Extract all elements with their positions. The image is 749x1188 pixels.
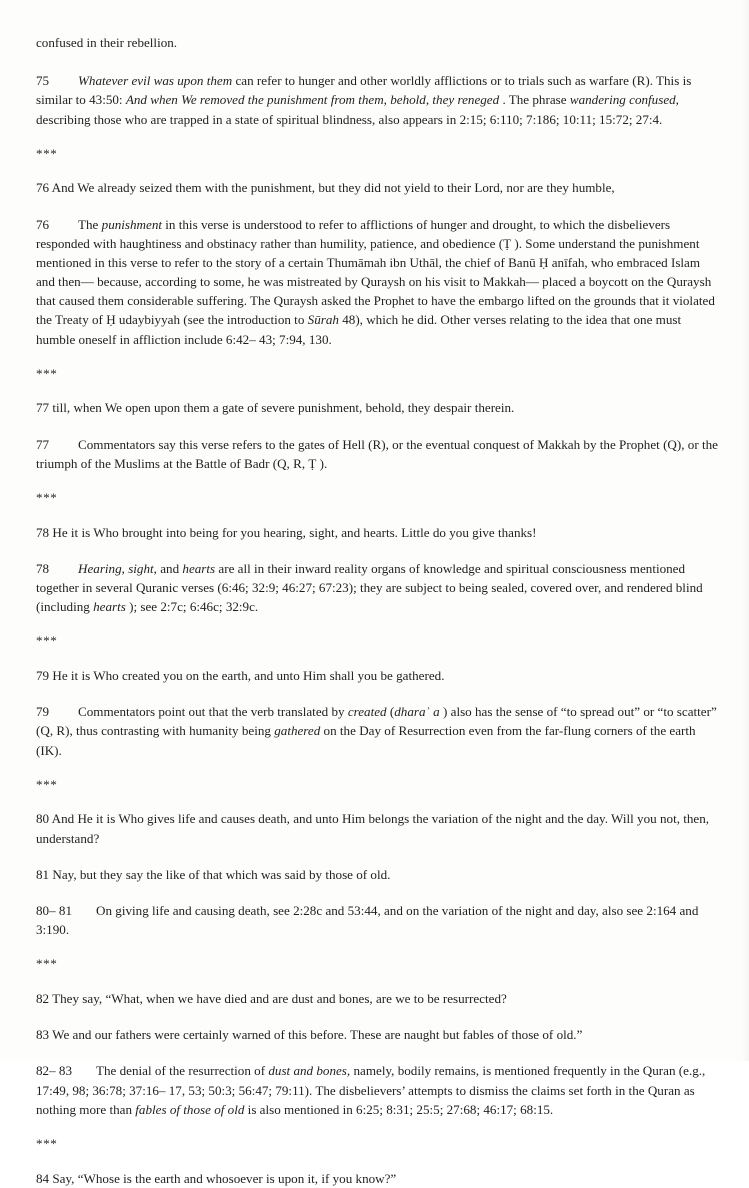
quoted-phrase: dharaʾ a [394,704,440,720]
commentary-text: The [78,216,102,232]
commentary-text: describing those who are trapped in a state of spiritual blindness, also appears in 2:15; 6:110; 7:186; 10:11; 15:72; 27:4. [36,111,663,127]
commentary-number: 76 [36,216,50,232]
commentary-body [36,903,698,937]
commentary-text: . The phrase [499,92,570,108]
verse-81: 81 Nay, but they say the like of that which was said by those of old. [36,866,391,882]
commentary-text: in this verse is understood to refer to afflictions of hunger and drought, to which the disbelievers responded with haughtiness and obstinacy rather than humility, patience, and obedience (Ṭ ). Some understand the punishment mentioned in this verse to refer to the story of a certain Thumāmah ibn Uthāl, the chief of Banū Ḥ anīfah, who embraced Islam and then— because, according to some, he was mistreated by Quraysh on his visit to Makkah— placed a boycott on the Quraysh that caused them considerable suffering. The Quraysh asked the Prophet to have the embargo lifted on the grounds that it violated the Treaty of Ḥ udaybiyyah (see the introduction to [36,216,715,328]
commentary-text: 48), which he did. Other verses relating to the idea that one must humble oneself in affliction include 6:42– 43; 7:94, 130. [36,312,682,347]
commentary-text: Commentators point out that the verb translated by [78,704,348,720]
quoted-phrase: wandering confused, [569,92,679,108]
section-separator: *** [36,365,58,381]
commentary-text: The denial of the resurrection of [96,1063,269,1079]
commentary-text: on the Day of Resurrection even from the far-flung corners of the earth (IK). [36,723,696,758]
verse-80: 80 And He it is Who gives life and causes death, and unto Him belongs the variation of the night and the day. Will you not, then, understand? [36,811,710,846]
verse-78: 78 He it is Who brought into being for you hearing, sight, and hearts. Little do you give thanks! [36,524,537,540]
commentary-body [36,561,703,614]
section-separator: *** [36,776,58,792]
quoted-phrase: fables of those of old [135,1101,245,1117]
commentary-78 [36,559,718,617]
commentary-body [36,704,717,757]
commentary-77 [36,435,718,473]
commentary-body [36,1063,705,1116]
quoted-phrase: created [347,704,387,720]
quoted-phrase: Hearing, sight, [78,560,157,576]
verse-82: 82 They say, “What, when we have died and are dust and bones, are we to be resurrected? [36,991,507,1007]
commentary-text: ) also has the sense of “to spread out” or “to scatter” (Q, R), thus contrasting with humanity being [36,704,717,739]
quoted-phrase: hearts [93,599,126,615]
verse-79: 79 He it is Who created you on the earth, and unto Him shall you be gathered. [36,668,445,684]
commentary-80-81 [36,901,718,939]
commentary-body [36,217,715,347]
commentary-number: 77 [36,436,50,452]
commentary-body [36,437,718,471]
commentary-text: ( [386,704,395,720]
section-separator: *** [36,489,58,505]
commentary-76 [36,215,718,349]
commentary-text: are all in their inward reality organs of knowledge and spiritual consciousness mentioned together in several Quranic verses (6:46; 32:9; 46:27; 67:23); they are subject to being sealed, covered over, and rendered blind (including [36,560,703,615]
commentary-number: 79 [36,704,50,720]
section-separator: *** [36,145,58,161]
quoted-phrase: hearts [182,560,216,576]
commentary-number: 80– 81 [36,902,73,918]
commentary-82-83 [36,1061,718,1119]
commentary-text: Commentators say this verse refers to the gates of Hell (R), or the eventual conquest of Makkah by the Prophet (Q), or the triumph of the Muslims at the Battle of Badr (Q, R, Ṭ ). [36,436,718,471]
commentary-text: ); see 2:7c; 6:46c; 32:9c. [125,599,259,615]
quoted-phrase: punishment [101,216,163,232]
quoted-phrase: dust and bones, [268,1063,351,1079]
commentary-text: namely, bodily remains, is mentioned frequently in the Quran (e.g., 17:49, 98; 36:78; 37:16– 17, 53; 50:3; 56:47; 79:11). The disbelievers’ attempts to dismiss the claims set forth in the Quran as nothing more than [36,1063,706,1117]
commentary-text: is also mentioned in 6:25; 8:31; 25:5; 27:68; 46:17; 68:15. [244,1101,554,1117]
quoted-phrase: And when We removed the punishment from them, behold, they reneged [125,92,500,108]
section-separator: *** [36,1135,58,1151]
commentary-number: 78 [36,560,50,576]
commentary-text: and [156,560,183,576]
verse-83: 83 We and our fathers were certainly warned of this before. These are naught but fables of those of old.” [36,1027,583,1043]
section-separator: *** [36,633,58,649]
verse-77: 77 till, when We open upon them a gate of severe punishment, behold, they despair therein. [36,400,515,416]
page-content [36,33,721,1188]
quoted-phrase: Whatever evil was upon them [78,73,233,89]
quoted-phrase: gathered [274,723,321,739]
commentary-text: On giving life and causing death, see 2:28c and 53:44, and on the variation of the night and day, also see 2:164 and 3:190. [36,902,699,938]
continuation-line: confused in their rebellion. [36,35,178,50]
commentary-number: 75 [36,73,50,89]
commentary-79 [36,702,718,760]
quoted-phrase: Sūrah [307,312,339,328]
verse-76: 76 And We already seized them with the punishment, but they did not yield to their Lord, nor are they humble, [36,180,615,196]
commentary-text: can refer to hunger and other worldly afflictions or to trials such as warfare (R). This is similar to 43:50: [36,73,692,108]
commentary-body [36,73,691,126]
commentary-75 [36,71,718,129]
verse-84: 84 Say, “Whose is the earth and whosoever is upon it, if you know?” [36,1170,397,1186]
commentary-number: 82– 83 [36,1063,73,1079]
section-separator: *** [36,956,58,972]
